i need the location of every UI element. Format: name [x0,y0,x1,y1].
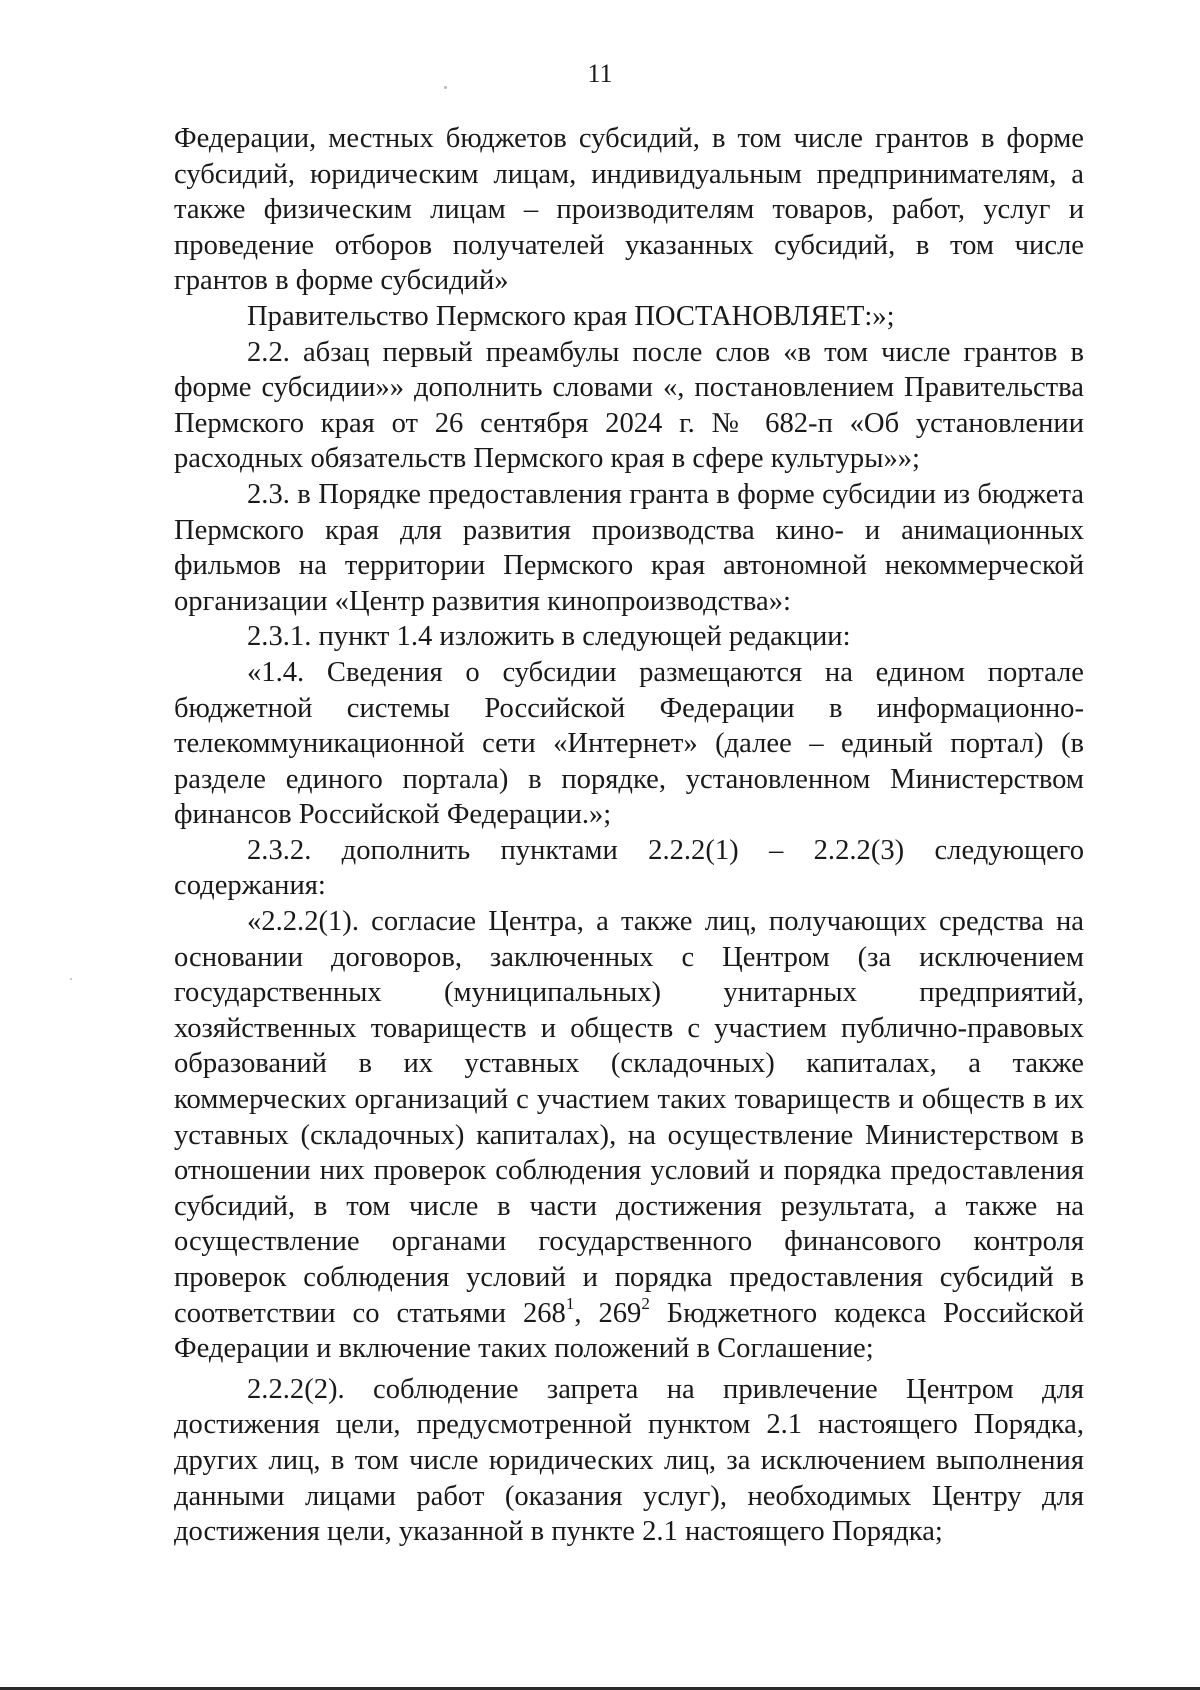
paragraph-2-3-1: 2.3.1. пункт 1.4 изложить в следующей редакции: [247,621,851,653]
paragraph-preamble-continuation: Федерации, местных бюджетов субсидий, в том числе грантов в форме субсидий, юридическим лицам, индивидуальным предпринимателям, а также физическим лицам – производителям товаров, работ, услуг и проведение отборов получателей указанных субсидий, в том числе грантов в форме субсидий» [174,123,1084,297]
superscript-269: 2 [641,1293,650,1313]
paragraph-2-2-2-2: 2.2.2(2). соблюдение запрета на привлечение Центром для достижения цели, предусмотренной пунктом 2.1 настоящего Порядка, других лиц, в том числе юридических лиц, за исключением выполнения данными лицами работ (оказания услуг), необходимых Центру для достижения цели, указанной в пункте 2.1 настоящего Порядка; [174,1373,1084,1548]
scan-speck [444,86,447,89]
paragraph-2-2-2-1-mid: , 269 [574,1297,642,1329]
document-body [174,121,1084,1550]
paragraph-2-2: 2.2. абзац первый преамбулы после слов «в том числе грантов в форме субсидии»» дополнить словами «, постановлением Правительства Пермского края от 26 сентября 2024 г. № 682-п «Об установлении расходных обязательств Пермского края в сфере культуры»»; [174,336,1084,475]
page-number: 11 [587,59,613,88]
paragraph-2-2-2-1-text: «2.2.2(1). согласие Центра, а также лиц, получающих средства на основании договоров, заключенных с Центром (за исключением государственных (муниципальных) унитарных предприятий, хозяйственных товариществ и обществ с участием публично-правовых образований в их уставных (складочных) капиталах, а также коммерческих организаций с участием таких товариществ и обществ в их уставных (складочных) капиталах), на осуществление Министерством в отношении них проверок соблюдения условий и порядка предоставления субсидий, в том числе в части достижения результата, а также на осуществление органами государственного финансового контроля проверок соблюдения условий и порядка предоставления субсидий в соответствии со статьями 268 [174,906,1084,1329]
superscript-268: 1 [565,1293,575,1313]
paragraph-resolves: Правительство Пермского края ПОСТАНОВЛЯЕТ:»; [247,300,895,332]
scan-speck [70,978,72,980]
paragraph-1-4: «1.4. Сведения о субсидии размещаются на едином портале бюджетной системы Российской Федерации в информационно-телекоммуникационной сети «Интернет» (далее – единый портал) (в разделе единого портала) в порядке, установленном Министерством финансов Российской Федерации.»; [174,656,1084,831]
paragraph-2-3: 2.3. в Порядке предоставления гранта в форме субсидии из бюджета Пермского края для развития производства кино- и анимационных фильмов на территории Пермского края автономной некоммерческой организации «Центр развития кинопроизводства»: [174,478,1084,617]
paragraph-2-3-2: 2.3.2. дополнить пунктами 2.2.2(1) – 2.2.2(3) следующего содержания: [174,834,1084,902]
paragraph-2-2-2-1 [174,904,1084,1367]
paragraph-2-2-2-1-end: Бюджетного кодекса Российской Федерации и включение таких положений в Соглашение; [174,1297,1085,1365]
